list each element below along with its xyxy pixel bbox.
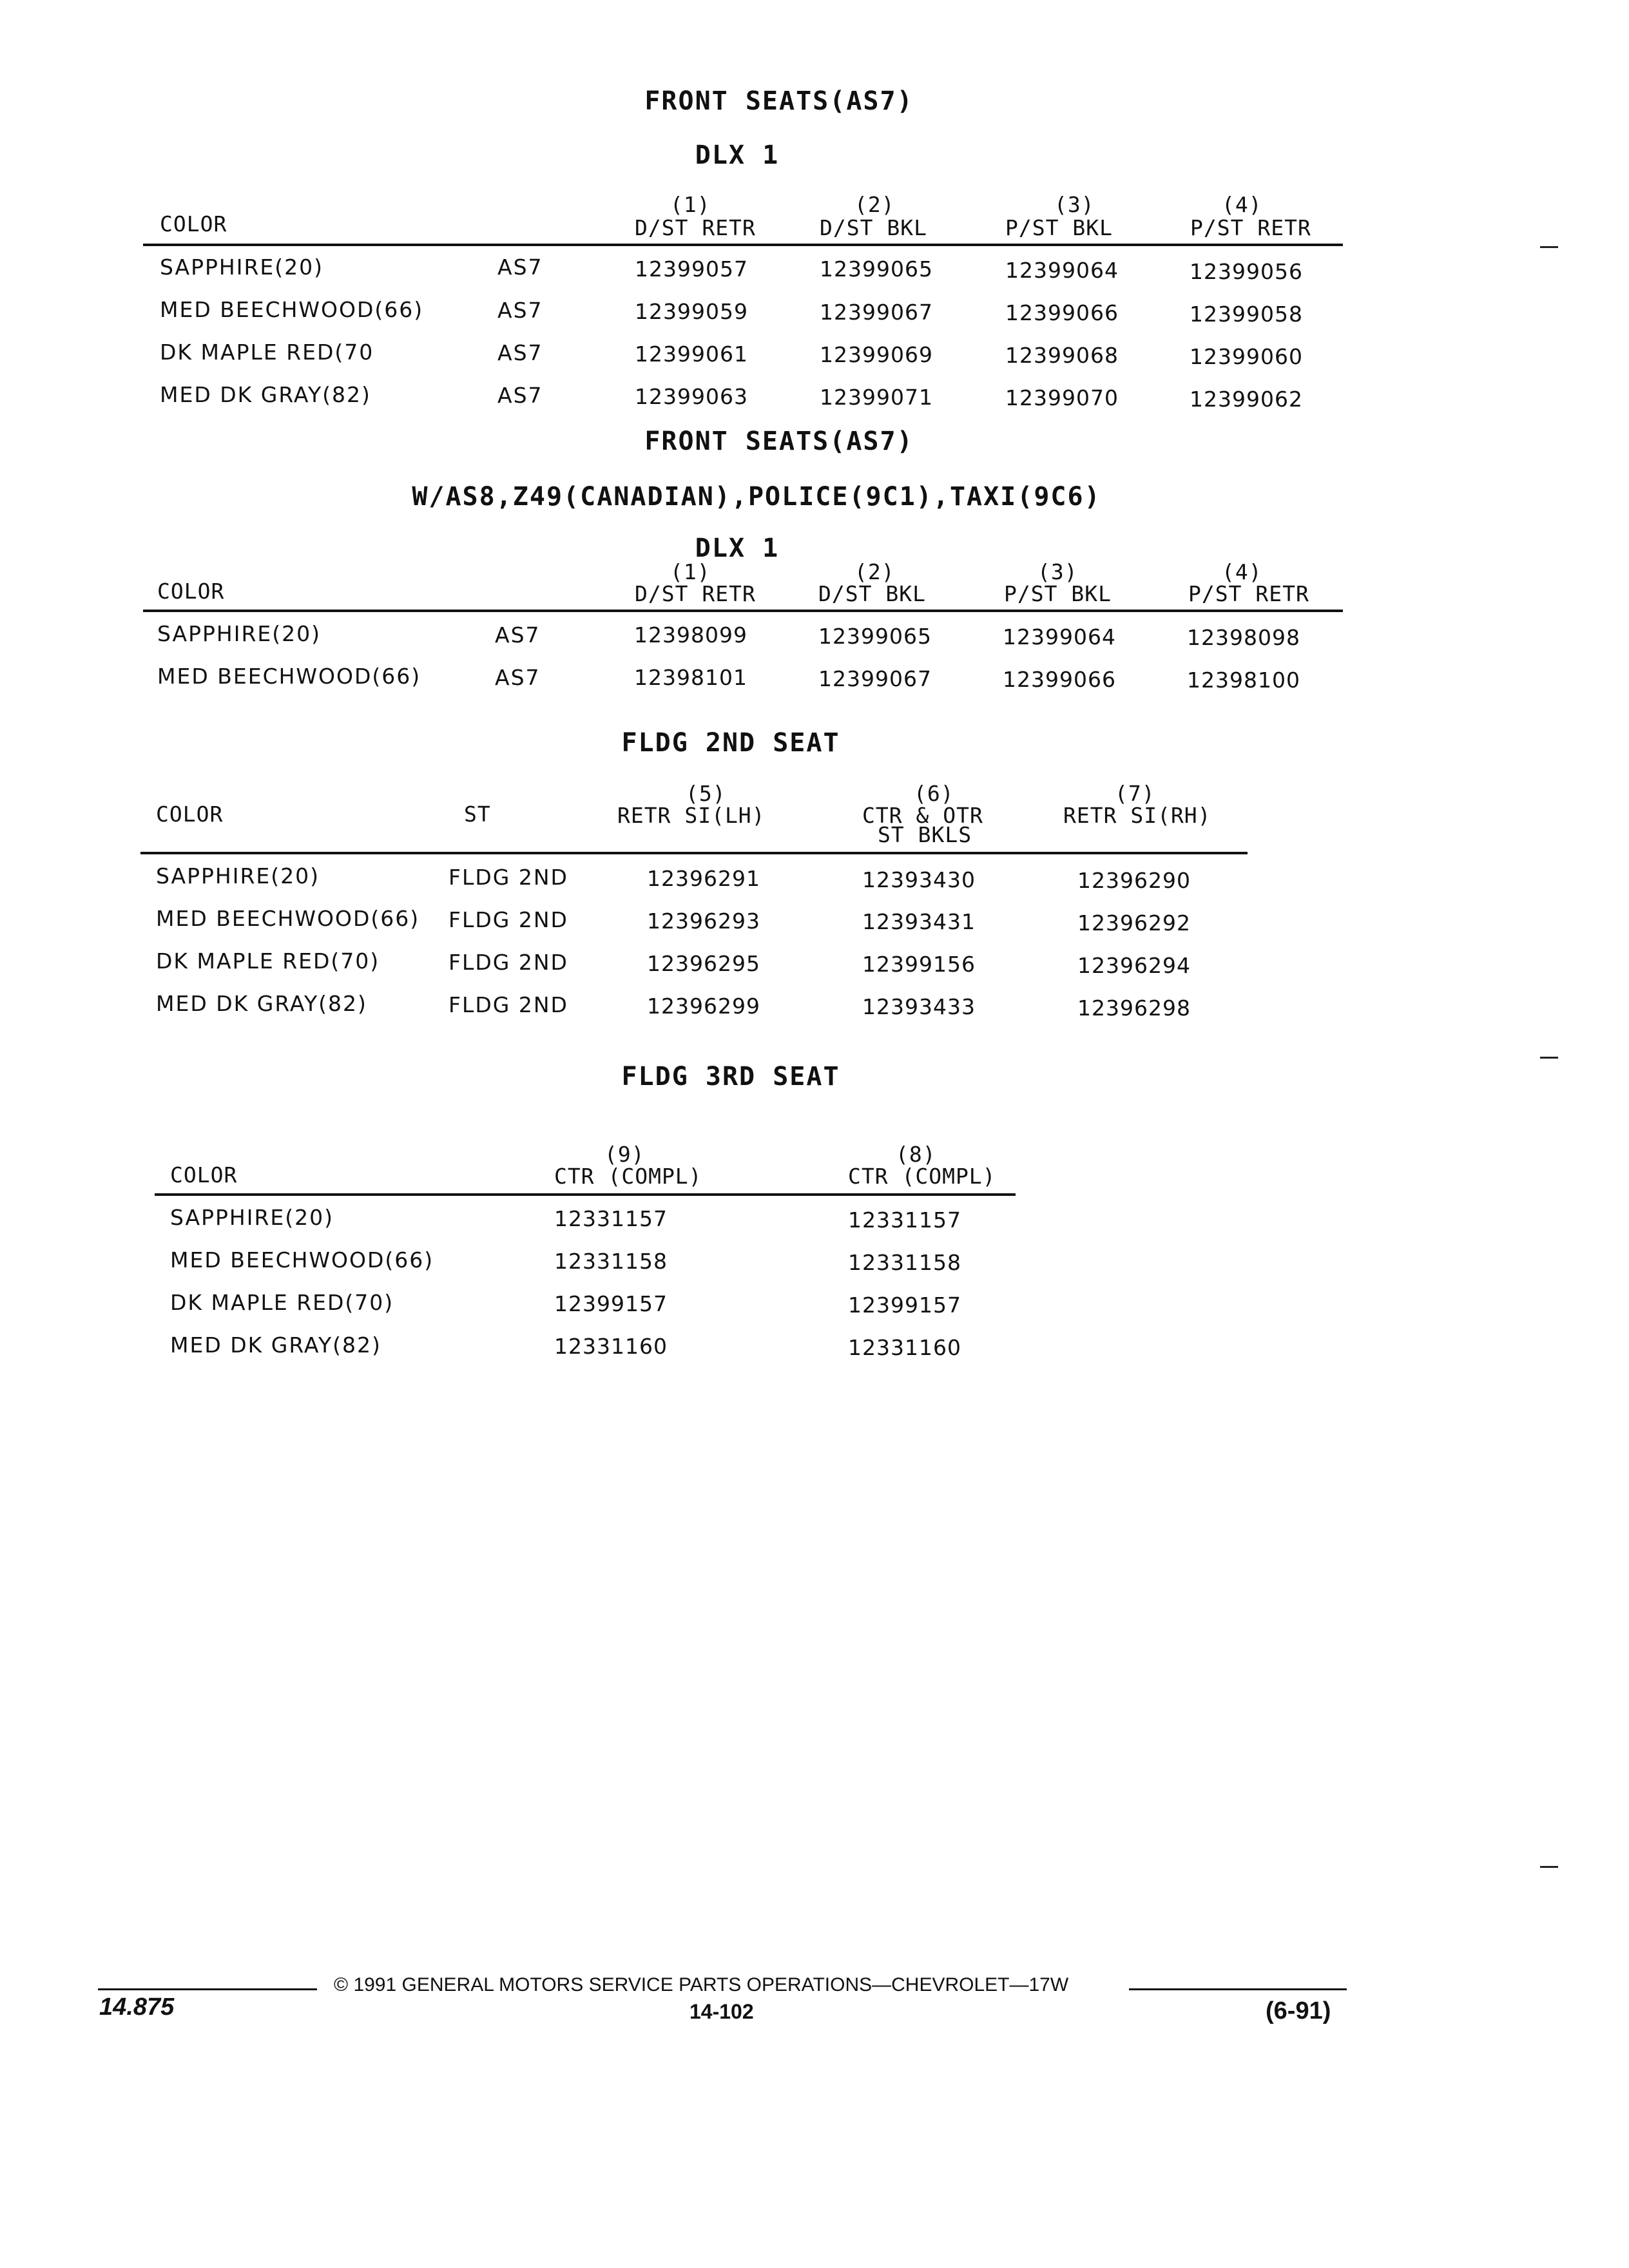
row-value: 12399065 xyxy=(820,256,933,282)
margin-mark xyxy=(1540,246,1558,248)
color-header: COLOR xyxy=(160,211,227,236)
row-value: 12399157 xyxy=(554,1291,668,1316)
row-color: MED BEECHWOOD(66) xyxy=(170,1247,434,1273)
col-9-header: CTR (COMPL) xyxy=(554,1164,702,1189)
col-7-number: (7) xyxy=(1115,781,1155,806)
row-value: 12396290 xyxy=(1077,868,1191,893)
row-value: 12399067 xyxy=(820,300,933,325)
col-6-header-line2: ST BKLS xyxy=(878,822,972,847)
row-color: DK MAPLE RED(70) xyxy=(170,1290,394,1315)
footer-left-number: 14.875 xyxy=(99,1994,175,2021)
row-value: 12399060 xyxy=(1190,344,1303,369)
footer-rule-right xyxy=(1129,1988,1347,1990)
row-value: 12399056 xyxy=(1190,259,1303,284)
row-code: AS7 xyxy=(497,340,543,365)
row-value: 12393433 xyxy=(862,994,976,1019)
row-value: 12331157 xyxy=(848,1207,961,1233)
row-value: 12331157 xyxy=(554,1206,668,1231)
row-value: 12399058 xyxy=(1190,302,1303,327)
col-6-header: CTR & OTR xyxy=(862,803,983,828)
row-value: 12399059 xyxy=(635,299,748,324)
row-value: 12331160 xyxy=(848,1335,961,1360)
col-3-header: P/ST BKL xyxy=(1005,215,1113,240)
col-5-number: (5) xyxy=(686,781,726,806)
row-code: AS7 xyxy=(495,665,541,690)
row-value: 12398100 xyxy=(1187,668,1300,693)
section-2-title: FRONT SEATS(AS7) xyxy=(644,427,914,456)
color-header: COLOR xyxy=(156,802,224,827)
row-value: 12399157 xyxy=(848,1293,961,1318)
section-4-header-rule xyxy=(155,1193,1016,1196)
row-color: SAPPHIRE(20) xyxy=(160,255,324,280)
col-1-number: (1) xyxy=(670,192,711,217)
col-1-number: (1) xyxy=(670,559,711,584)
row-value: 12396293 xyxy=(647,908,760,934)
margin-mark xyxy=(1540,1866,1558,1868)
row-value: 12396294 xyxy=(1077,953,1191,978)
footer-date: (6-91) xyxy=(1266,1997,1331,2024)
color-header: COLOR xyxy=(170,1162,238,1187)
row-value: 12399069 xyxy=(820,342,933,367)
row-value: 12399067 xyxy=(818,666,932,691)
row-code: FLDG 2ND xyxy=(448,865,568,890)
section-1-title: FRONT SEATS(AS7) xyxy=(644,86,914,116)
section-2-subtitle: DLX 1 xyxy=(695,533,780,563)
row-code: AS7 xyxy=(497,383,543,408)
section-4-title: FLDG 3RD SEAT xyxy=(621,1062,840,1091)
row-value: 12399057 xyxy=(635,256,748,282)
row-value: 12399066 xyxy=(1005,300,1119,325)
row-value: 12393430 xyxy=(862,867,976,892)
col-1-header: D/ST RETR xyxy=(635,581,756,606)
col-9-number: (9) xyxy=(604,1142,645,1167)
col-3-number: (3) xyxy=(1037,559,1078,584)
row-code: AS7 xyxy=(497,298,543,323)
col-3-header: P/ST BKL xyxy=(1004,581,1112,606)
row-code: FLDG 2ND xyxy=(448,992,568,1017)
row-value: 12396291 xyxy=(647,866,760,891)
row-color: MED DK GRAY(82) xyxy=(156,991,367,1016)
footer-copyright: © 1991 GENERAL MOTORS SERVICE PARTS OPERATIONS—CHEVROLET—17W xyxy=(334,1974,1069,1995)
color-header: COLOR xyxy=(157,579,225,604)
row-value: 12331158 xyxy=(848,1250,961,1275)
row-code: FLDG 2ND xyxy=(448,950,568,975)
row-color: SAPPHIRE(20) xyxy=(157,621,322,646)
row-value: 12396298 xyxy=(1077,995,1191,1021)
section-2-header-rule xyxy=(143,610,1343,612)
row-color: DK MAPLE RED(70) xyxy=(156,948,380,974)
col-8-number: (8) xyxy=(896,1142,936,1167)
row-value: 12399065 xyxy=(818,624,932,649)
row-value: 12398098 xyxy=(1187,625,1300,650)
col-3-number: (3) xyxy=(1054,192,1095,217)
row-value: 12399156 xyxy=(862,952,976,977)
row-value: 12398099 xyxy=(634,622,747,648)
margin-mark xyxy=(1540,1057,1558,1059)
row-color: MED DK GRAY(82) xyxy=(170,1332,381,1358)
col-2-number: (2) xyxy=(854,192,895,217)
row-value: 12399064 xyxy=(1005,258,1119,283)
row-color: MED BEECHWOOD(66) xyxy=(157,664,421,689)
row-code: AS7 xyxy=(497,255,543,280)
row-color: SAPPHIRE(20) xyxy=(156,863,320,889)
row-color: DK MAPLE RED(70 xyxy=(160,340,374,365)
col-4-number: (4) xyxy=(1222,192,1262,217)
section-3-title: FLDG 2ND SEAT xyxy=(621,728,840,758)
col-2-header: D/ST BKL xyxy=(818,581,926,606)
row-value: 12399064 xyxy=(1003,624,1116,649)
row-value: 12396295 xyxy=(647,951,760,976)
footer-rule-left xyxy=(98,1988,317,1990)
section-2-title2: W/AS8,Z49(CANADIAN),POLICE(9C1),TAXI(9C6) xyxy=(412,482,1101,512)
row-value: 12331158 xyxy=(554,1249,668,1274)
section-1-subtitle: DLX 1 xyxy=(695,140,780,170)
row-value: 12398101 xyxy=(634,665,747,690)
col-2-number: (2) xyxy=(854,559,895,584)
row-code: FLDG 2ND xyxy=(448,907,568,932)
row-color: MED BEECHWOOD(66) xyxy=(160,297,424,322)
row-color: SAPPHIRE(20) xyxy=(170,1205,334,1230)
row-value: 12399063 xyxy=(635,384,748,409)
section-3-header-rule xyxy=(140,852,1248,854)
row-value: 12393431 xyxy=(862,909,976,934)
col-7-header: RETR SI(RH) xyxy=(1063,803,1211,828)
row-value: 12399071 xyxy=(820,385,933,410)
col-4-header: P/ST RETR xyxy=(1190,215,1311,240)
footer-page-number: 14-102 xyxy=(689,2000,754,2023)
row-value: 12399062 xyxy=(1190,387,1303,412)
row-value: 12396299 xyxy=(647,994,760,1019)
row-code: AS7 xyxy=(495,622,541,648)
row-value: 12399061 xyxy=(635,341,748,367)
row-value: 12399066 xyxy=(1003,667,1116,692)
col-4-number: (4) xyxy=(1222,559,1262,584)
row-value: 12396292 xyxy=(1077,910,1191,936)
row-color: MED BEECHWOOD(66) xyxy=(156,906,420,931)
row-value: 12399068 xyxy=(1005,343,1119,368)
col-1-header: D/ST RETR xyxy=(635,215,756,240)
col-8-header: CTR (COMPL) xyxy=(848,1164,996,1189)
row-value: 12399070 xyxy=(1005,385,1119,410)
section-1-header-rule xyxy=(143,244,1343,246)
col-4-header: P/ST RETR xyxy=(1188,581,1309,606)
col-6-number: (6) xyxy=(914,781,954,806)
row-value: 12331160 xyxy=(554,1334,668,1359)
col-2-header: D/ST BKL xyxy=(820,215,927,240)
col-5-header: RETR SI(LH) xyxy=(617,803,766,828)
st-header: ST xyxy=(464,802,491,827)
row-color: MED DK GRAY(82) xyxy=(160,382,371,407)
